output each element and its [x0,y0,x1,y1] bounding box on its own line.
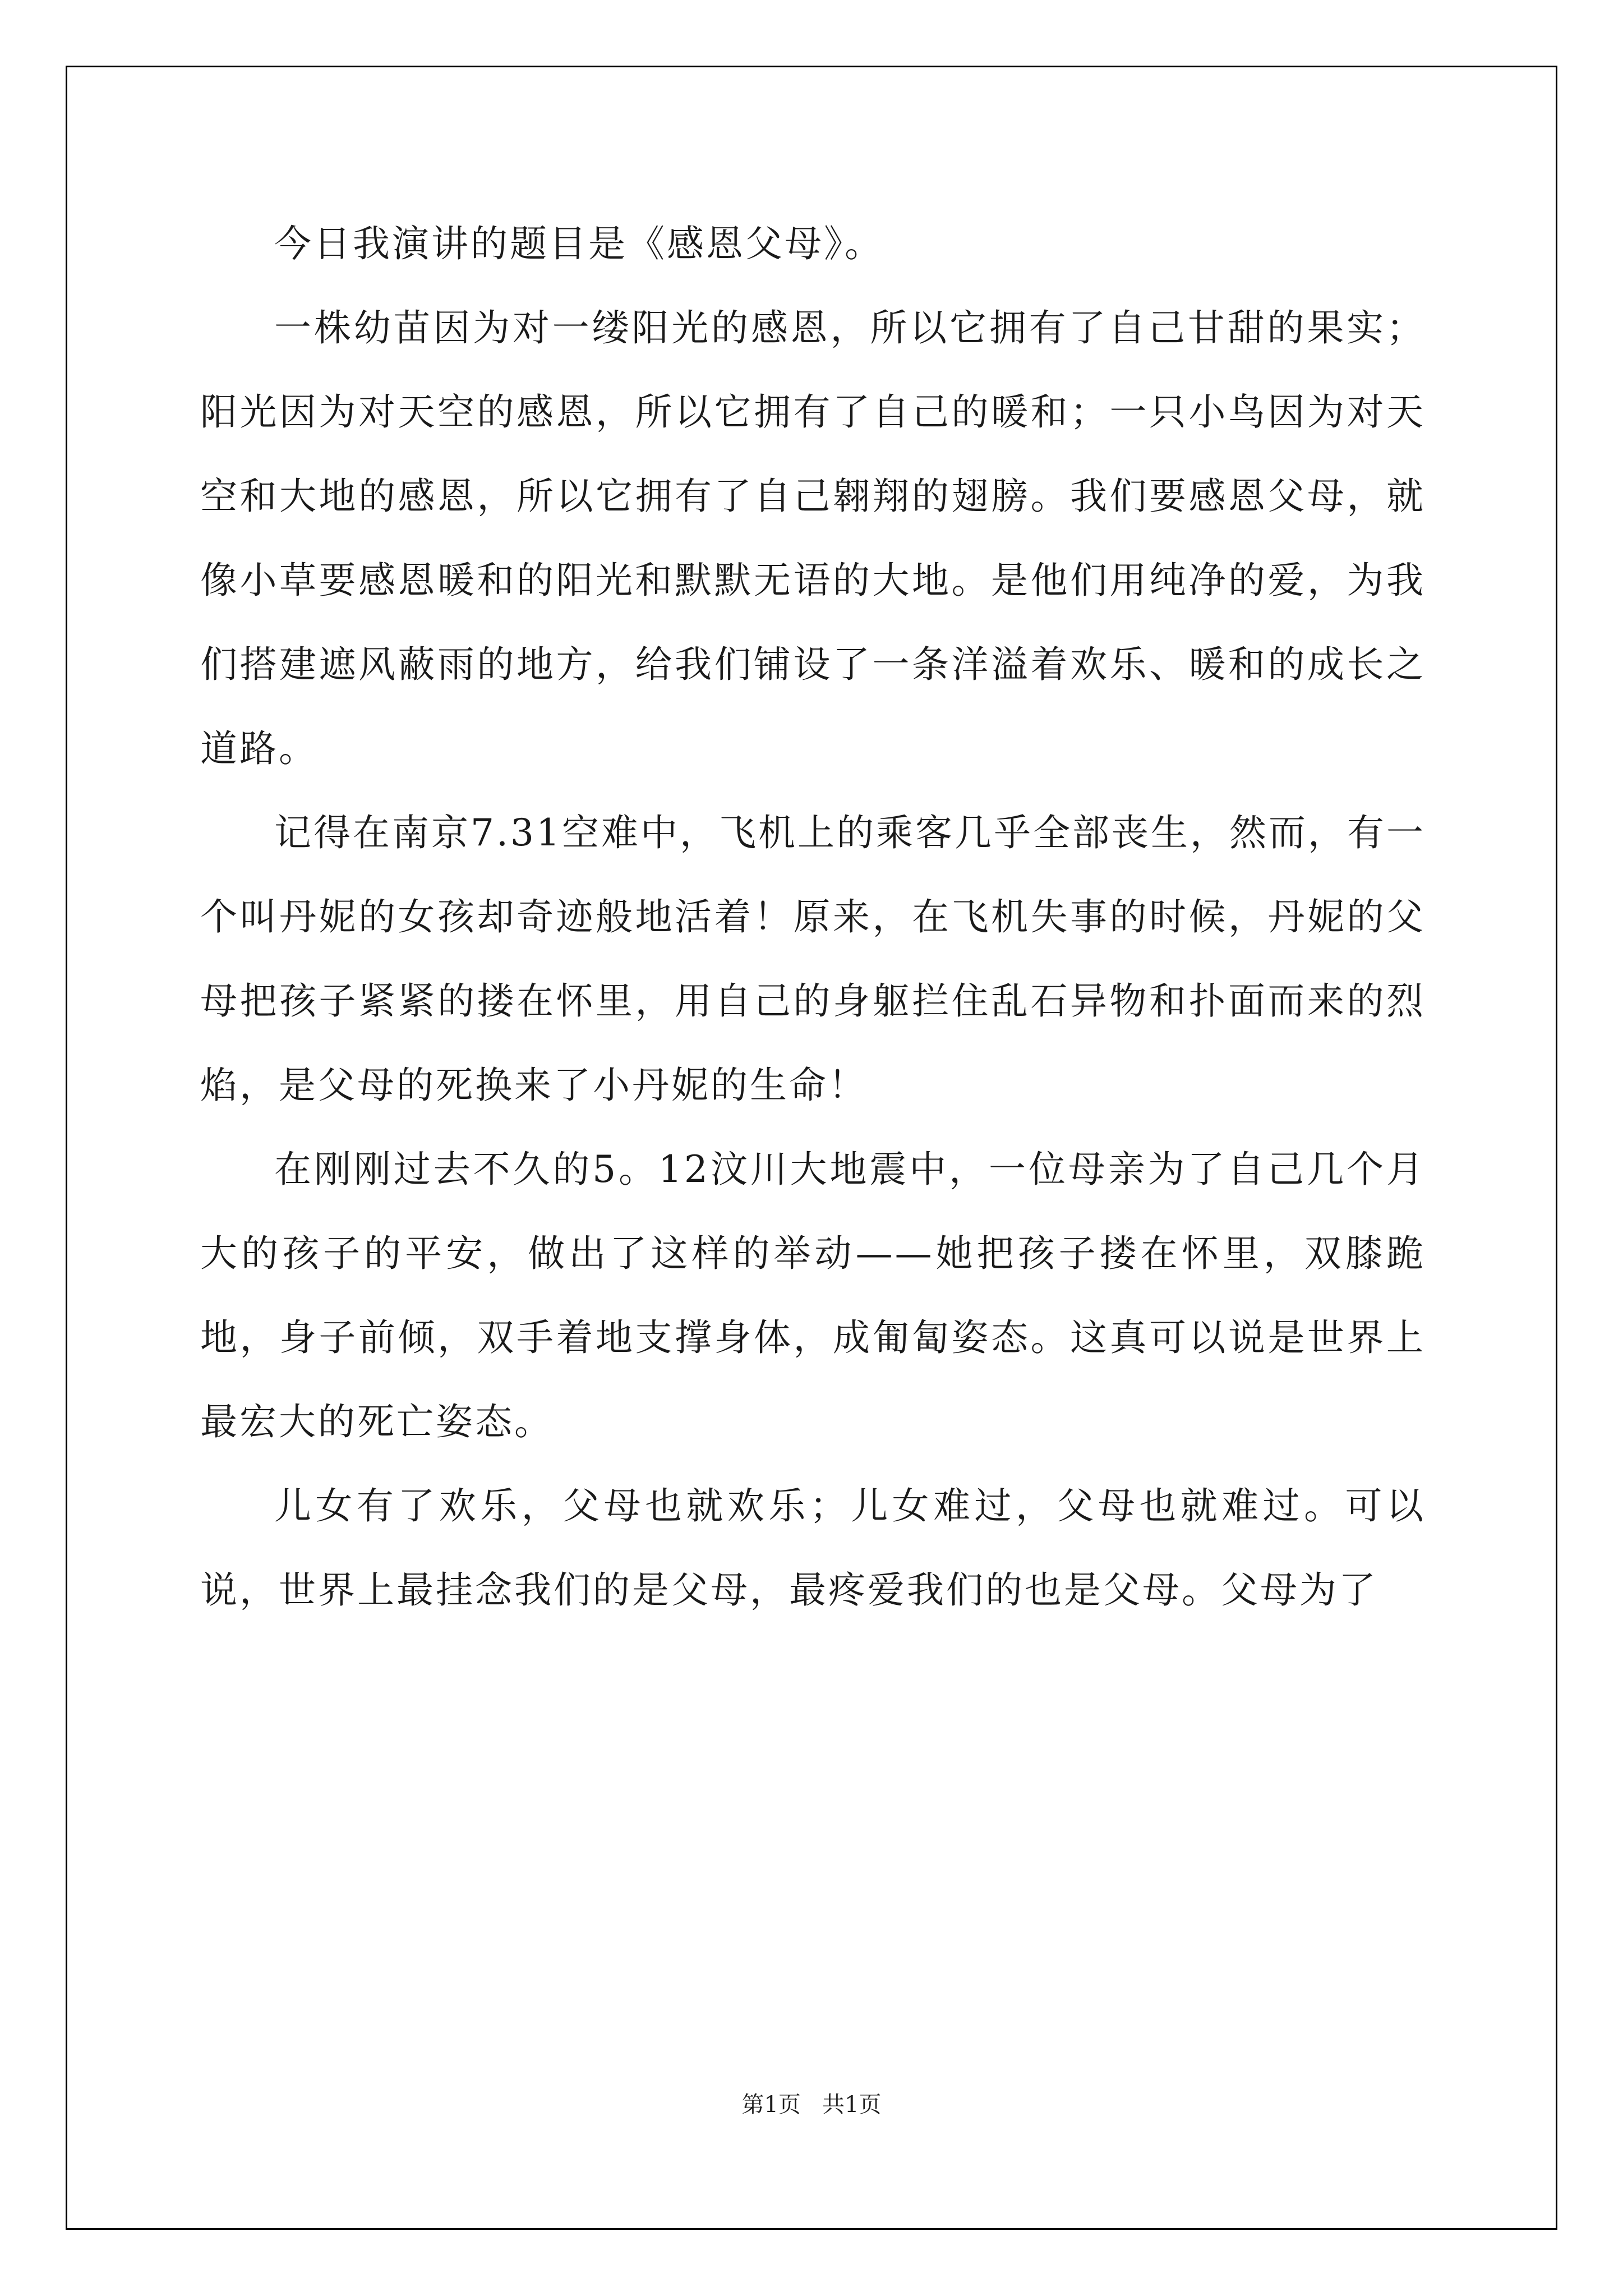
page-number-footer: 第1页 共1页 [741,2092,882,2118]
paragraph: 儿女有了欢乐，父母也就欢乐；儿女难过，父母也就难过。可以说，世界上最挂念我们的是父母，最疼爱我们的也是父母。父母为了 [200,1484,1426,1612]
document-body [200,202,1426,1632]
paragraph: 记得在南京7.31空难中，飞机上的乘客几乎全部丧生，然而，有一个叫丹妮的女孩却奇迹般地活着！原来，在飞机失事的时候，丹妮的父母把孩子紧紧的搂在怀里，用自己的身躯拦住乱石异物和扑面而来的烈焰，是父母的死换来了小丹妮的生命！ [200,811,1426,1107]
paragraph: 一株幼苗因为对一缕阳光的感恩，所以它拥有了自己甘甜的果实；阳光因为对天空的感恩，所以它拥有了自己的暖和；一只小鸟因为对天空和大地的感恩，所以它拥有了自己翱翔的翅膀。我们要感恩父母，就像小草要感恩暖和的阳光和默默无语的大地。是他们用纯净的爱，为我们搭建遮风蔽雨的地方，给我们铺设了一条洋溢着欢乐、暖和的成长之道路。 [200,306,1426,770]
paragraph: 今日我演讲的题目是《感恩父母》。 [274,222,884,265]
paragraph: 在刚刚过去不久的5。12汶川大地震中，一位母亲为了自己几个月大的孩子的平安，做出了这样的举动——她把孩子搂在怀里，双膝跪地，身子前倾，双手着地支撑身体，成匍匐姿态。这真可以说是世界上最宏大的死亡姿态。 [200,1148,1426,1443]
